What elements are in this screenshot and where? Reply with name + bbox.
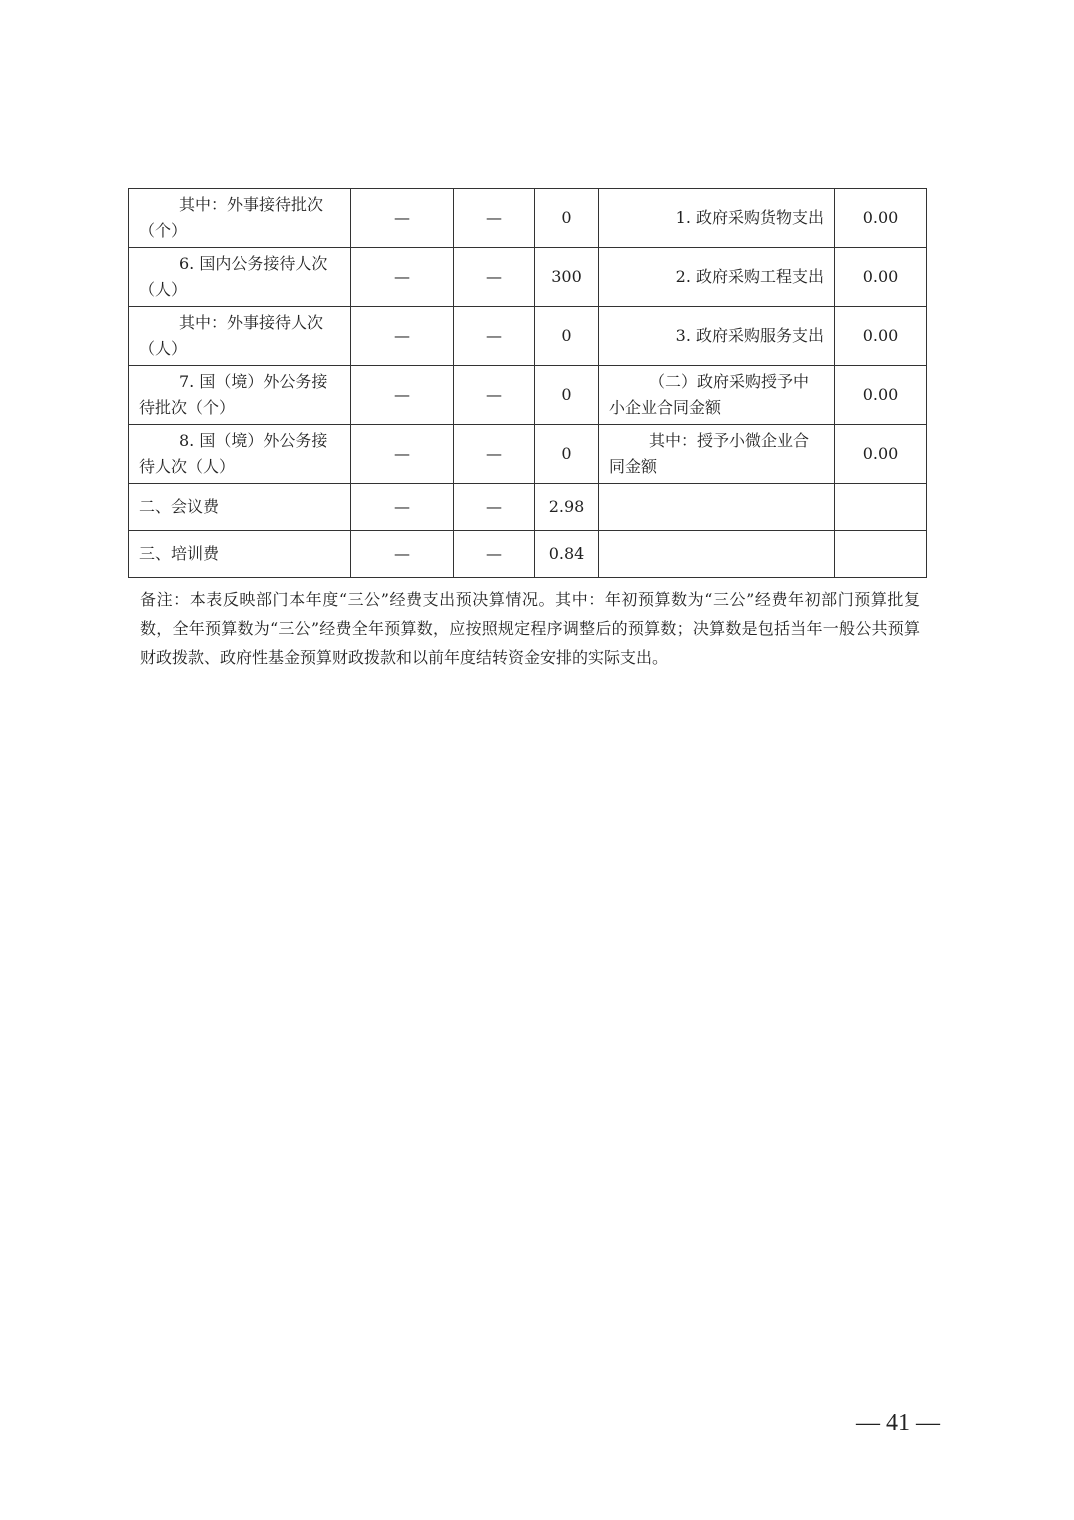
- item-name-cell: 8. 国（境）外公务接待人次（人）: [129, 425, 351, 484]
- final-account-cell: 300: [535, 248, 599, 307]
- table-row: [129, 248, 927, 307]
- budget-cell: —: [351, 248, 454, 307]
- procurement-item-cell: [599, 484, 835, 531]
- table-row: [129, 425, 927, 484]
- item-name-cell: 7. 国（境）外公务接待批次（个）: [129, 366, 351, 425]
- final-account-cell: 0: [535, 425, 599, 484]
- budget-cell: —: [351, 425, 454, 484]
- procurement-item-cell: [599, 531, 835, 578]
- budget-cell: —: [351, 531, 454, 578]
- item-name-cell: 二、会议费: [129, 484, 351, 531]
- full-year-budget-cell: —: [454, 366, 535, 425]
- final-account-cell: 0.84: [535, 531, 599, 578]
- procurement-item-cell: 1. 政府采购货物支出: [599, 189, 835, 248]
- item-name-cell: 其中：外事接待批次（个）: [129, 189, 351, 248]
- item-name-cell: 其中：外事接待人次（人）: [129, 307, 351, 366]
- procurement-item-cell: （二）政府采购授予中小企业合同金额: [599, 366, 835, 425]
- full-year-budget-cell: —: [454, 189, 535, 248]
- full-year-budget-cell: —: [454, 248, 535, 307]
- table-row: [129, 484, 927, 531]
- full-year-budget-cell: —: [454, 484, 535, 531]
- table-row: [129, 366, 927, 425]
- procurement-amount-cell: 0.00: [835, 248, 927, 307]
- budget-cell: —: [351, 307, 454, 366]
- final-account-cell: 0: [535, 189, 599, 248]
- procurement-amount-cell: 0.00: [835, 366, 927, 425]
- procurement-amount-cell: [835, 484, 927, 531]
- item-name-cell: 三、培训费: [129, 531, 351, 578]
- table-row: [129, 307, 927, 366]
- procurement-amount-cell: 0.00: [835, 425, 927, 484]
- budget-cell: —: [351, 366, 454, 425]
- procurement-amount-cell: [835, 531, 927, 578]
- final-account-cell: 0: [535, 366, 599, 425]
- page-number: — 41 —: [856, 1410, 940, 1436]
- three-public-expenses-table: [128, 188, 927, 578]
- item-name-cell: 6. 国内公务接待人次（人）: [129, 248, 351, 307]
- final-account-cell: 2.98: [535, 484, 599, 531]
- table-row: [129, 189, 927, 248]
- budget-cell: —: [351, 484, 454, 531]
- budget-cell: —: [351, 189, 454, 248]
- procurement-item-cell: 3. 政府采购服务支出: [599, 307, 835, 366]
- procurement-item-cell: 其中：授予小微企业合同金额: [599, 425, 835, 484]
- full-year-budget-cell: —: [454, 425, 535, 484]
- table-row: [129, 531, 927, 578]
- procurement-item-cell: 2. 政府采购工程支出: [599, 248, 835, 307]
- full-year-budget-cell: —: [454, 307, 535, 366]
- table-footnote: 备注：本表反映部门本年度“三公”经费支出预决算情况。其中：年初预算数为“三公”经费年初部门预算批复数，全年预算数为“三公”经费全年预算数，应按照规定程序调整后的预算数；决算数是包括当年一般公共预算财政拨款、政府性基金预算财政拨款和以前年度结转资金安排的实际支出。: [140, 590, 920, 667]
- final-account-cell: 0: [535, 307, 599, 366]
- procurement-amount-cell: 0.00: [835, 189, 927, 248]
- procurement-amount-cell: 0.00: [835, 307, 927, 366]
- full-year-budget-cell: —: [454, 531, 535, 578]
